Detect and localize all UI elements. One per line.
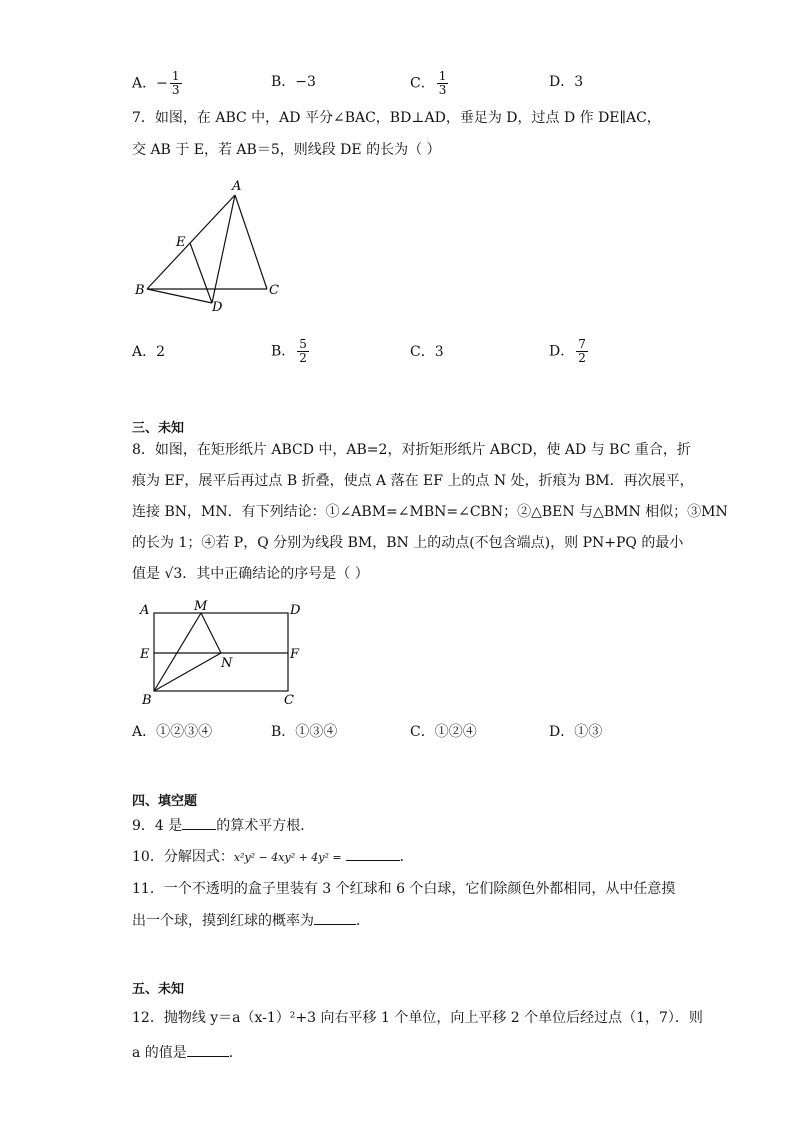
q11-text-before: 出一个球，摸到红球的概率为 bbox=[132, 913, 314, 929]
q8-option-b: B．①③④ bbox=[271, 724, 338, 740]
q8-option-c: C．①②④ bbox=[410, 724, 477, 740]
q7-label-c: C bbox=[269, 283, 279, 298]
q8-text-line-4: 的长为 1；④若 P，Q 分别为线段 BM，BN 上的动点(不包含端点)，则 PN+PQ 的最小 bbox=[132, 535, 684, 551]
q8-label-n: N bbox=[221, 656, 233, 671]
q8-label-c: C bbox=[284, 693, 294, 708]
q6-option-a-sign: − bbox=[156, 75, 168, 92]
q7-label-b: B bbox=[135, 283, 145, 298]
q12-text-line-2 bbox=[132, 1042, 243, 1063]
q9-text-after: 的算术平方根． bbox=[216, 818, 315, 834]
q7-option-a: A．2 bbox=[132, 344, 166, 360]
q7-option-b-denominator: 2 bbox=[299, 351, 307, 365]
q8-label-e: E bbox=[140, 647, 150, 662]
q7-segment-ab bbox=[147, 195, 235, 289]
q7-segment-ac bbox=[235, 195, 267, 289]
q8-option-d: D．①③ bbox=[549, 724, 603, 740]
q11-text-line-1: 11．一个不透明的盒子里装有 3 个红球和 6 个白球，它们除颜色外都相同，从中任意摸 bbox=[132, 881, 676, 897]
q7-option-d-label: D． bbox=[549, 343, 575, 360]
q8-option-a: A．①②③④ bbox=[132, 724, 213, 740]
q7-text-line-2: 交 AB 于 E，若 AB＝5，则线段 DE 的长为（ ） bbox=[132, 142, 441, 158]
q6-option-c-label: C． bbox=[410, 75, 435, 92]
q6-option-b: B．−3 bbox=[271, 74, 316, 90]
q9-text bbox=[132, 815, 314, 836]
q7-text-line-1: 7．如图，在 ABC 中，AD 平分∠BAC，BD⊥AD，垂足为 D，过点 D 作 DE∥AC， bbox=[132, 110, 661, 126]
q9-text-before: 9．4 是 bbox=[132, 818, 183, 834]
q12-answer-blank[interactable] bbox=[187, 1042, 229, 1057]
q10-text bbox=[132, 846, 414, 868]
q11-text-after: ． bbox=[356, 913, 370, 929]
q6-option-a-numerator: 1 bbox=[171, 69, 180, 83]
q8-label-a: A bbox=[140, 603, 150, 618]
q7-option-b-label: B． bbox=[271, 343, 296, 360]
q8-text-line-5: 值是 √3．其中正确结论的序号是（ ） bbox=[132, 566, 369, 582]
q10-text-after: ． bbox=[399, 849, 414, 865]
q8-text-line-3: 连接 BN，MN．有下列结论：①∠ABM=∠MBN=∠CBN；②△BEN 与△BMN 相似；③MN bbox=[132, 504, 728, 520]
q8-segment-bn bbox=[154, 653, 221, 691]
q8-segment-mn bbox=[201, 613, 221, 653]
q8-text-line-2: 痕为 EF，展平后再过点 B 折叠，使点 A 落在 EF 上的点 N 处，折痕为 BM．再次展平， bbox=[132, 473, 694, 489]
q7-label-a: A bbox=[232, 179, 242, 194]
section-3-title: 三、未知 bbox=[132, 421, 185, 436]
q10-answer-blank[interactable] bbox=[346, 846, 400, 861]
q11-text-line-2 bbox=[132, 910, 370, 931]
q8-label-d: D bbox=[290, 603, 301, 618]
q11-answer-blank[interactable] bbox=[314, 910, 356, 925]
q12-text-after: ． bbox=[228, 1045, 243, 1061]
q7-option-d-numerator: 7 bbox=[578, 337, 586, 351]
q7-option-b-numerator: 5 bbox=[299, 337, 307, 351]
q8-rectangle-figure bbox=[134, 598, 314, 710]
q9-answer-blank[interactable] bbox=[182, 815, 216, 830]
q7-segment-ad bbox=[212, 195, 235, 303]
section-4-title: 四、填空题 bbox=[132, 794, 198, 809]
q8-segment-bm bbox=[154, 613, 201, 691]
q7-label-e: E bbox=[176, 235, 186, 250]
q7-label-d: D bbox=[212, 300, 223, 315]
section-5-title: 五、未知 bbox=[132, 982, 185, 997]
q6-option-a bbox=[132, 70, 182, 97]
q8-label-f: F bbox=[290, 647, 300, 662]
q6-option-c-numerator: 1 bbox=[438, 69, 447, 83]
q6-option-a-label: A． bbox=[132, 75, 157, 92]
q12-text-before: a 的值是 bbox=[132, 1045, 187, 1061]
q7-option-d-denominator: 2 bbox=[578, 351, 586, 365]
q8-label-b: B bbox=[142, 693, 152, 708]
q7-option-c: C．3 bbox=[410, 344, 444, 360]
q10-text-before: 10．分解因式： bbox=[132, 849, 234, 865]
q6-option-d: D．3 bbox=[549, 74, 584, 90]
q6-option-a-fraction bbox=[170, 70, 182, 97]
q8-label-m: M bbox=[194, 599, 208, 614]
q10-expression: x²y² − 4xy² + 4y² = bbox=[233, 851, 342, 864]
q6-option-c bbox=[410, 70, 448, 97]
q12-text-line-1: 12．抛物线 y＝a（x-1）²+3 向右平移 1 个单位，向上平移 2 个单位后经过点（1，7）．则 bbox=[132, 1010, 703, 1026]
q6-option-c-fraction bbox=[437, 70, 449, 97]
q7-segment-bd bbox=[147, 289, 212, 303]
q7-option-b bbox=[271, 338, 309, 365]
q6-option-c-denominator: 3 bbox=[438, 83, 447, 97]
q8-text-line-1: 8．如图，在矩形纸片 ABCD 中，AB=2，对折矩形纸片 ABCD，使 AD 与 BC 重合，折 bbox=[132, 442, 691, 458]
q6-option-a-denominator: 3 bbox=[171, 83, 180, 97]
q7-option-b-fraction bbox=[297, 338, 309, 365]
q7-option-d bbox=[549, 338, 588, 365]
q7-triangle-figure bbox=[130, 175, 290, 315]
q7-option-d-fraction bbox=[576, 338, 588, 365]
q7-segment-de bbox=[190, 243, 212, 303]
